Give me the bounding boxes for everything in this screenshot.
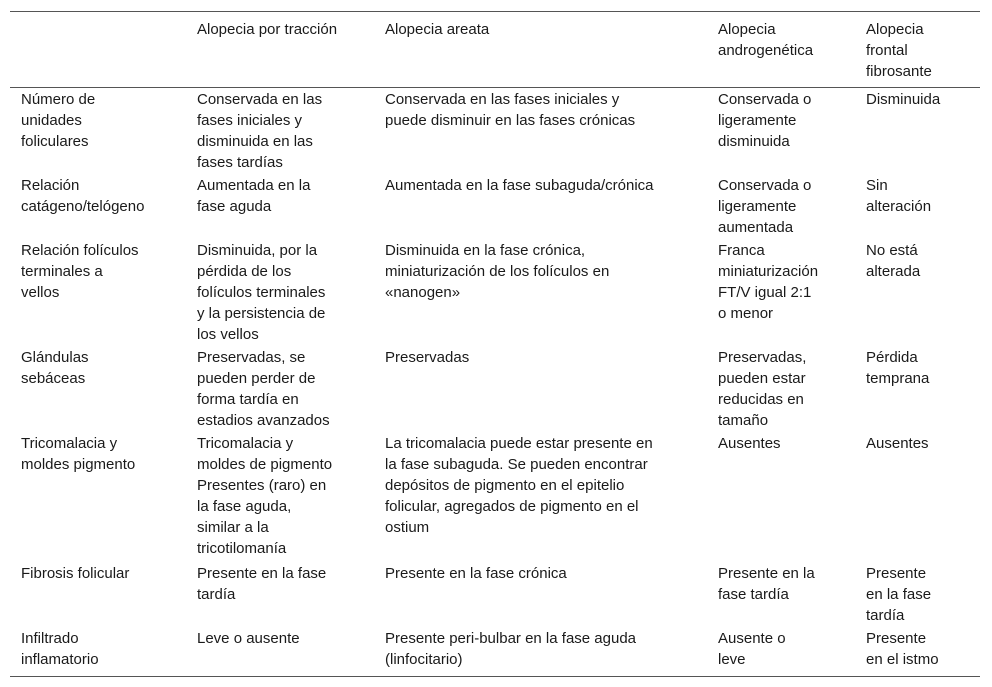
table-cell: La tricomalacia puede estar presente en la fase subaguda. Se pueden encontrar depósitos de pigmento en el epitelio folicular, agregados de pigmento en el ostium [385,435,653,536]
table-cell: Conservada en las fases iniciales y disminuida en las fases tardías [197,91,323,171]
table-cell: Franca miniaturización FT/V igual 2:1 o menor [718,242,819,322]
table-cell: Presente en la fase crónica [385,565,567,582]
table-cell: Presente en la fase tardía [866,565,932,624]
table-cell: Presente en la fase tardía [718,565,815,603]
header-cell-traccion: Alopecia por tracción [197,21,338,38]
header-divider-rule [10,87,980,88]
header-cell-areata: Alopecia areata [385,21,490,38]
table-cell: Presente en el istmo [866,630,939,668]
table-cell: Presente peri-bulbar en la fase aguda (linfocitario) [385,630,637,668]
row-label: Glándulas sebáceas [21,349,89,387]
row-label: Relación folículos terminales a vellos [21,242,139,301]
table-cell: Tricomalacia y moldes de pigmento Presentes (raro) en la fase aguda, similar a la tricotilomanía [197,435,333,557]
table-cell: No está alterada [866,242,921,280]
table-cell: Ausente o leve [718,630,786,668]
table-cell: Disminuida [866,91,941,108]
table-cell: Aumentada en la fase subaguda/crónica [385,177,654,194]
header-cell-frontal-fibrosante: Alopecia frontal fibrosante [866,21,932,80]
row-label: Relación catágeno/telógeno [21,177,145,215]
table-cell: Preservadas, se pueden perder de forma tardía en estadios avanzados [197,349,330,429]
table-cell: Disminuida, por la pérdida de los folículos terminales y la persistencia de los vellos [197,242,326,343]
table-cell: Conservada o ligeramente disminuida [718,91,812,150]
row-label: Número de unidades foliculares [21,91,96,150]
table-top-rule [10,11,980,12]
row-label: Fibrosis folicular [21,565,130,582]
table-cell: Ausentes [866,435,929,452]
table-cell: Sin alteración [866,177,932,215]
table-cell: Disminuida en la fase crónica, miniaturización de los folículos en «nanogen» [385,242,610,301]
table-cell: Preservadas [385,349,470,366]
table-cell: Pérdida temprana [866,349,930,387]
table-cell: Leve o ausente [197,630,300,647]
table-cell: Conservada en las fases iniciales y puede disminuir en las fases crónicas [385,91,636,129]
table-bottom-rule [10,676,980,677]
table-cell: Presente en la fase tardía [197,565,327,603]
table-cell: Conservada o ligeramente aumentada [718,177,812,236]
row-label: Infiltrado inflamatorio [21,630,99,668]
header-cell-androgenetica: Alopecia androgenética [718,21,814,59]
table-cell: Preservadas, pueden estar reducidas en tamaño [718,349,807,429]
table-cell: Aumentada en la fase aguda [197,177,311,215]
table-cell: Ausentes [718,435,781,452]
row-label: Tricomalacia y moldes pigmento [21,435,136,473]
